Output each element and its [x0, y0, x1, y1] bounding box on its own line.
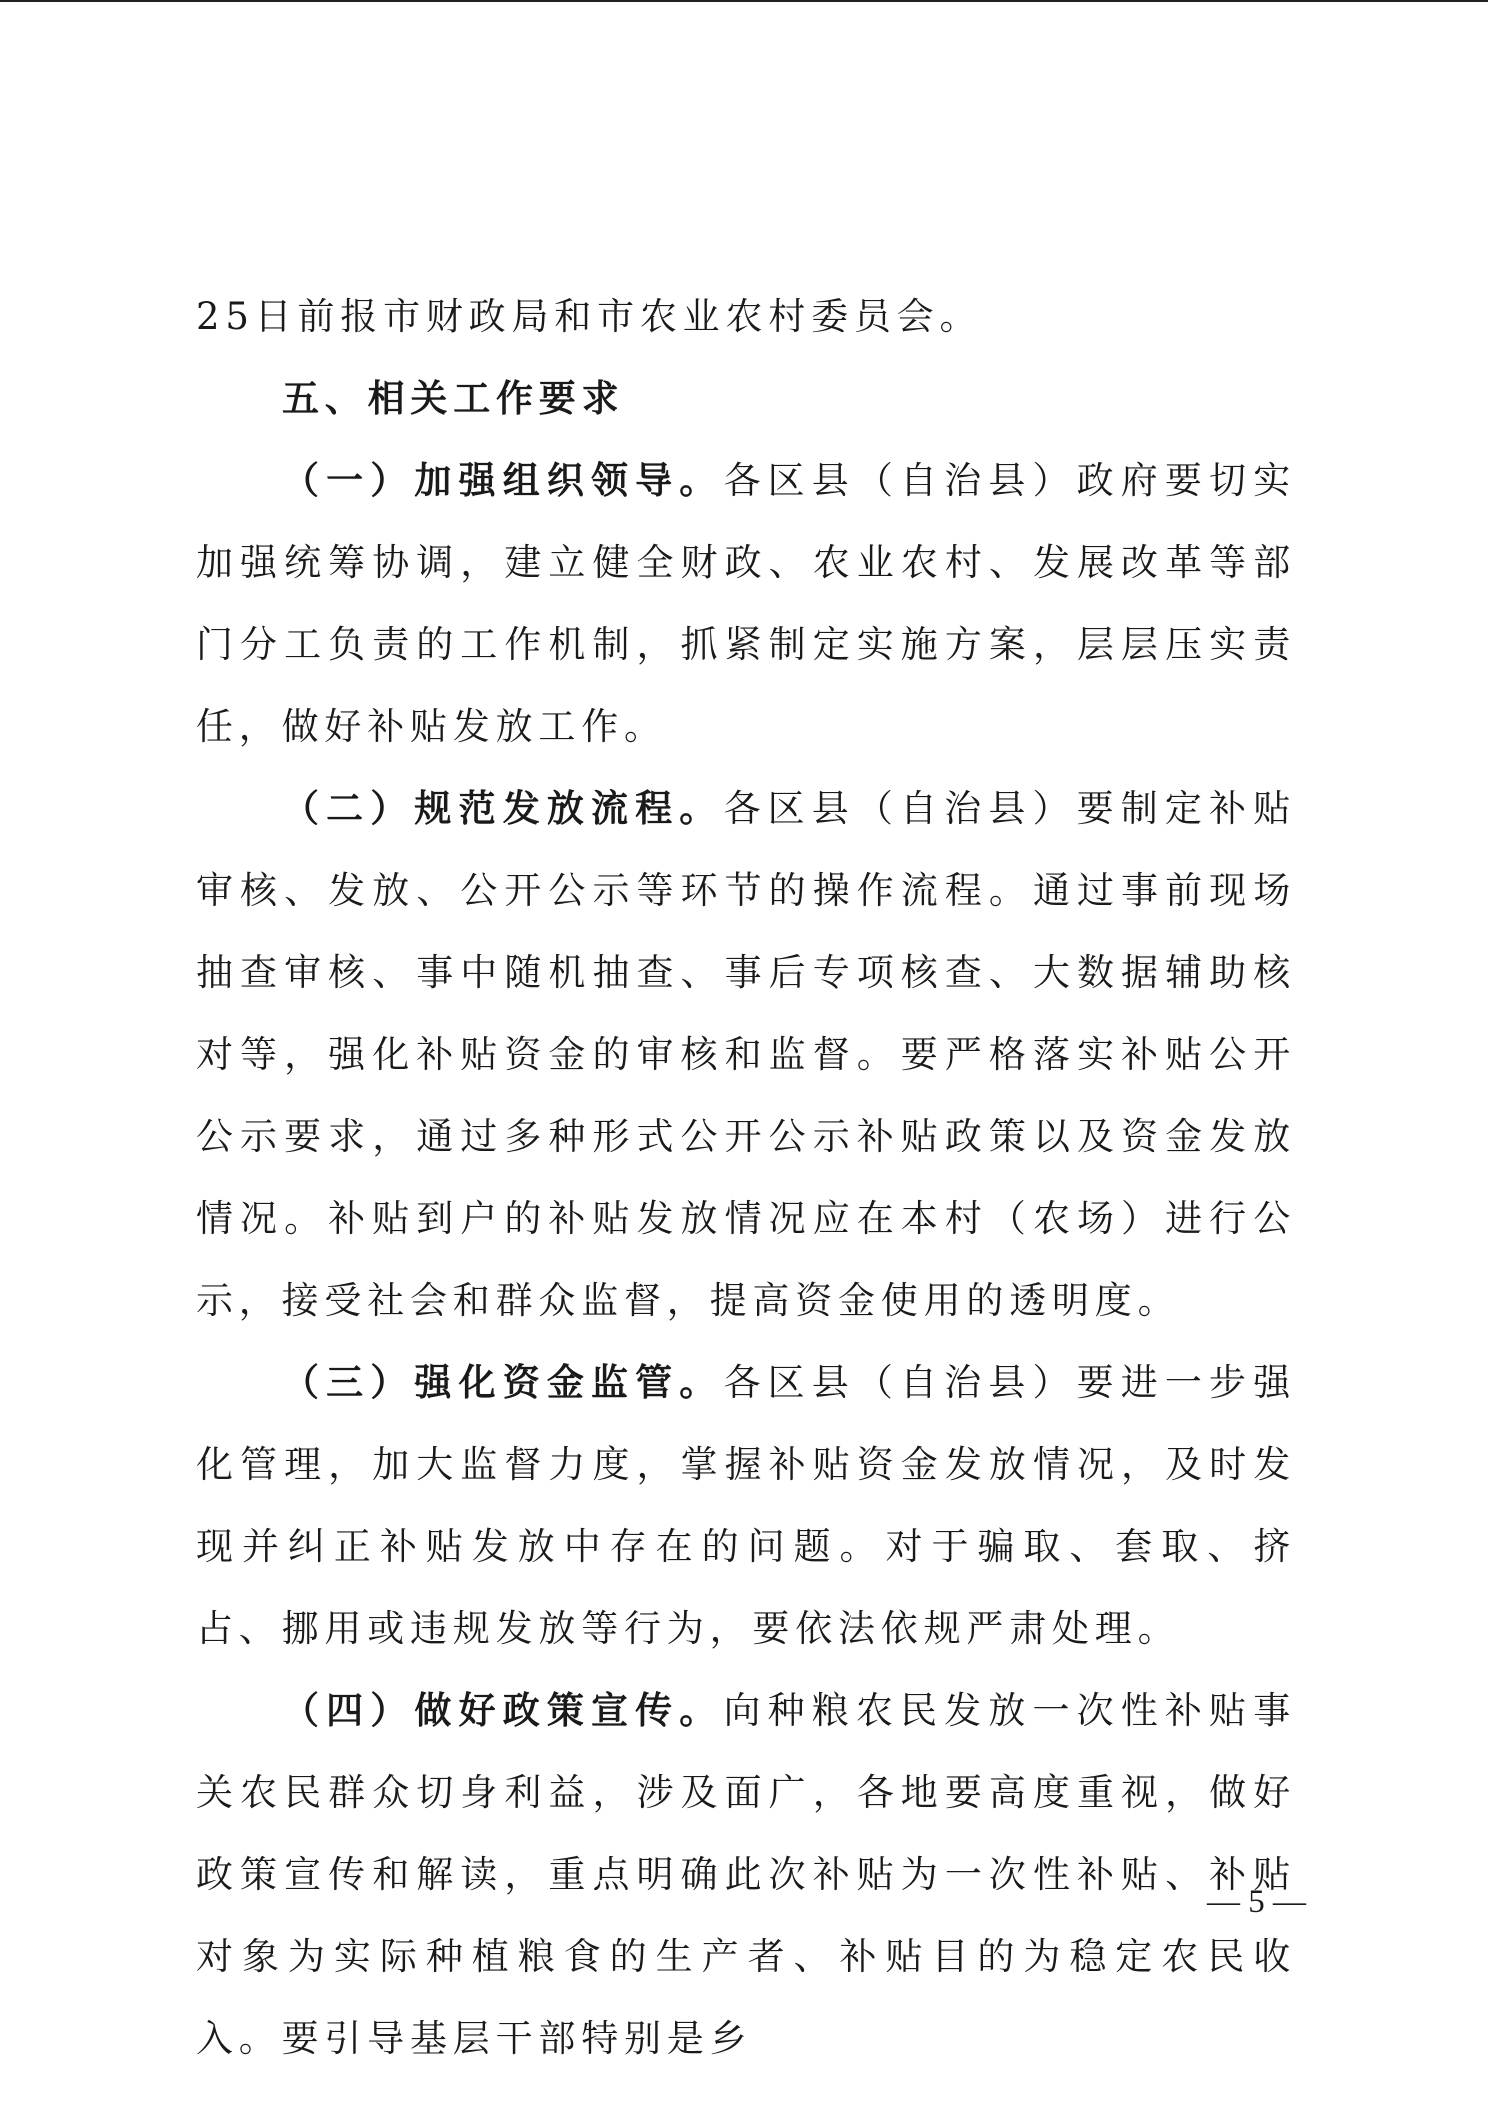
paragraph-2-lead: （二）规范发放流程。	[282, 787, 724, 830]
paragraph-1-lead: （一）加强组织领导。	[282, 459, 724, 502]
paragraph-2-body: 各区县（自治县）要制定补贴审核、发放、公开公示等环节的操作流程。通过事前现场抽查审核、事中随机抽查、事后专项核查、大数据辅助核对等，强化补贴资金的审核和监督。要严格落实补贴公开公示要求，通过多种形式公开公示补贴政策以及资金发放情况。补贴到户的补贴发放情况应在本村（农场）进行公示，接受社会和群众监督，提高资金使用的透明度。	[196, 787, 1296, 1322]
paragraph-1	[196, 440, 1296, 768]
paragraph-3-body: 各区县（自治县）要进一步强化管理，加大监督力度，掌握补贴资金发放情况，及时发现并纠正补贴发放中存在的问题。对于骗取、套取、挤占、挪用或违规发放等行为，要依法依规严肃处理。	[196, 1361, 1296, 1650]
opening-line: 25日前报市财政局和市农业农村委员会。	[196, 295, 983, 338]
paragraph-4	[196, 1670, 1296, 2080]
paragraph-4-lead: （四）做好政策宣传。	[282, 1689, 724, 1732]
page-number: — 5 —	[1207, 1884, 1306, 1920]
top-border-rule	[0, 0, 1488, 2]
paragraph-4-body: 向种粮农民发放一次性补贴事关农民群众切身利益，涉及面广，各地要高度重视，做好政策宣传和解读，重点明确此次补贴为一次性补贴、补贴对象为实际种植粮食的生产者、补贴目的为稳定农民收入。要引导基层干部特别是乡	[196, 1689, 1296, 2060]
paragraph-2	[196, 768, 1296, 1342]
body-text	[196, 276, 1296, 2080]
paragraph-3-lead: （三）强化资金监管。	[282, 1361, 724, 1404]
section-heading: 五、相关工作要求	[282, 377, 625, 420]
paragraph-1-body: 各区县（自治县）政府要切实加强统筹协调，建立健全财政、农业农村、发展改革等部门分工负责的工作机制，抓紧制定实施方案，层层压实责任，做好补贴发放工作。	[196, 459, 1296, 748]
paragraph-3	[196, 1342, 1296, 1670]
